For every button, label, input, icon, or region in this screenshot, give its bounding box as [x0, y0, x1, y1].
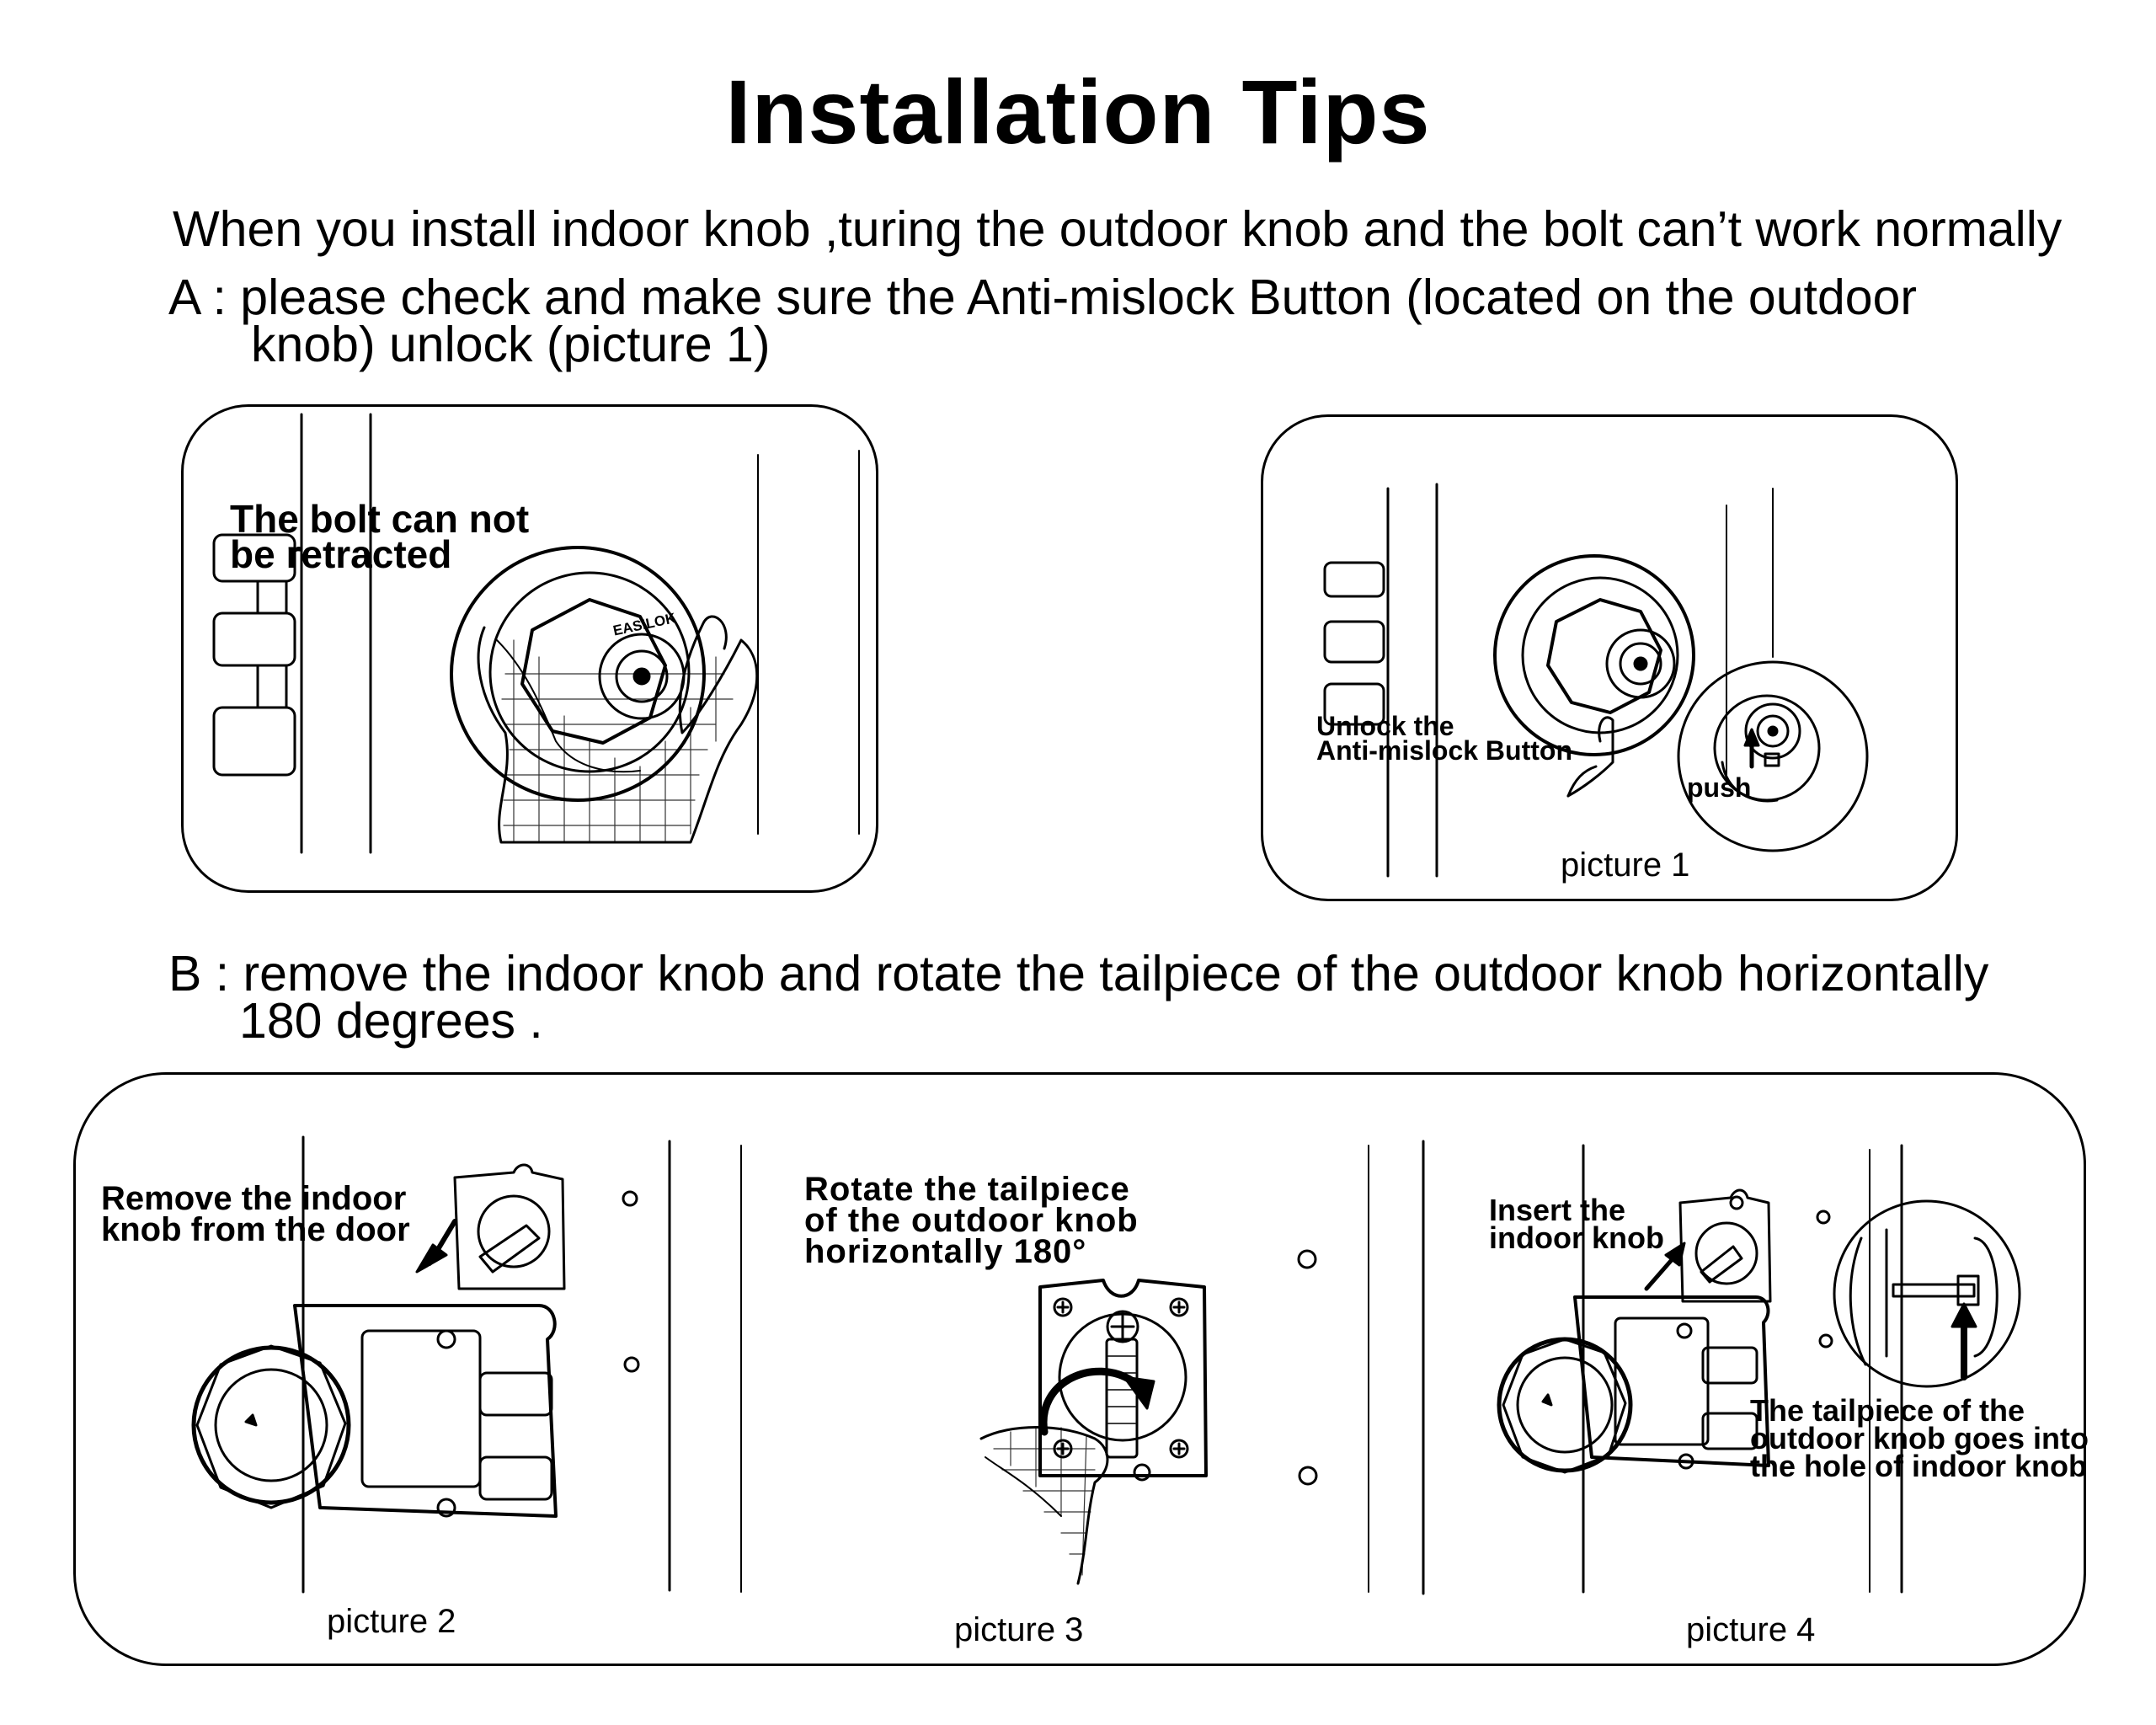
rotate-tailpiece-note	[804, 1171, 1139, 1270]
unlock-note-line1: Unlock the	[1316, 711, 1454, 741]
unlock-button-note	[1316, 711, 1572, 766]
panel-bolt-not-retracted	[181, 404, 878, 893]
picture-4-caption: picture 4	[1686, 1611, 1816, 1648]
tailpiece-detail-note	[1750, 1393, 2089, 1484]
step-b-text	[168, 946, 1989, 1049]
step-b-line2: 180 degrees .	[239, 993, 543, 1049]
insert-note-line2: indoor knob	[1489, 1220, 1664, 1256]
picture-1-caption: picture 1	[1561, 846, 1690, 884]
step-a-line2: knob) unlock (picture 1)	[251, 317, 771, 372]
detail-note-line1: The tailpiece of the	[1750, 1393, 2025, 1428]
rotate-note-line3: horizontally 180°	[804, 1232, 1087, 1270]
detail-note-line2: outdoor knob goes into	[1750, 1421, 2089, 1456]
page-title: Installation Tips	[725, 61, 1431, 163]
insert-knob-note	[1489, 1193, 1664, 1256]
picture-3-caption: picture 3	[954, 1611, 1084, 1648]
bolt-warning-line1: The bolt can not	[230, 497, 530, 541]
step-b-line1: B : remove the indoor knob and rotate the tailpiece of the outdoor knob horizontally	[168, 946, 1989, 1001]
panel-pictures-2-4	[73, 1072, 2086, 1666]
unlock-note-line2: Anti-mislock Button	[1316, 735, 1572, 766]
brand-mark: EASILOK	[611, 610, 678, 639]
rotate-note-line2: of the outdoor knob	[804, 1201, 1139, 1239]
push-label: push	[1687, 772, 1752, 803]
rotate-note-line1: Rotate the tailpiece	[804, 1171, 1130, 1208]
bolt-warning-line2: be retracted	[230, 532, 452, 577]
step-a-line1: A : please check and make sure the Anti-mislock Button (located on the outdoor	[168, 270, 1918, 325]
panel-picture-1	[1261, 414, 1958, 901]
insert-note-line1: Insert the	[1489, 1193, 1626, 1227]
remove-note-line1: Remove the indoor	[101, 1180, 407, 1217]
bolt-warning-note	[230, 497, 530, 577]
remove-knob-note	[101, 1180, 410, 1248]
detail-note-line3: the hole of indoor knob	[1750, 1449, 2087, 1484]
remove-note-line2: knob from the door	[101, 1210, 410, 1248]
intro-text: When you install indoor knob ,turing the outdoor knob and the bolt can’t work normally	[173, 201, 2063, 257]
picture-2-caption: picture 2	[327, 1603, 456, 1640]
step-a-text	[168, 270, 1918, 372]
